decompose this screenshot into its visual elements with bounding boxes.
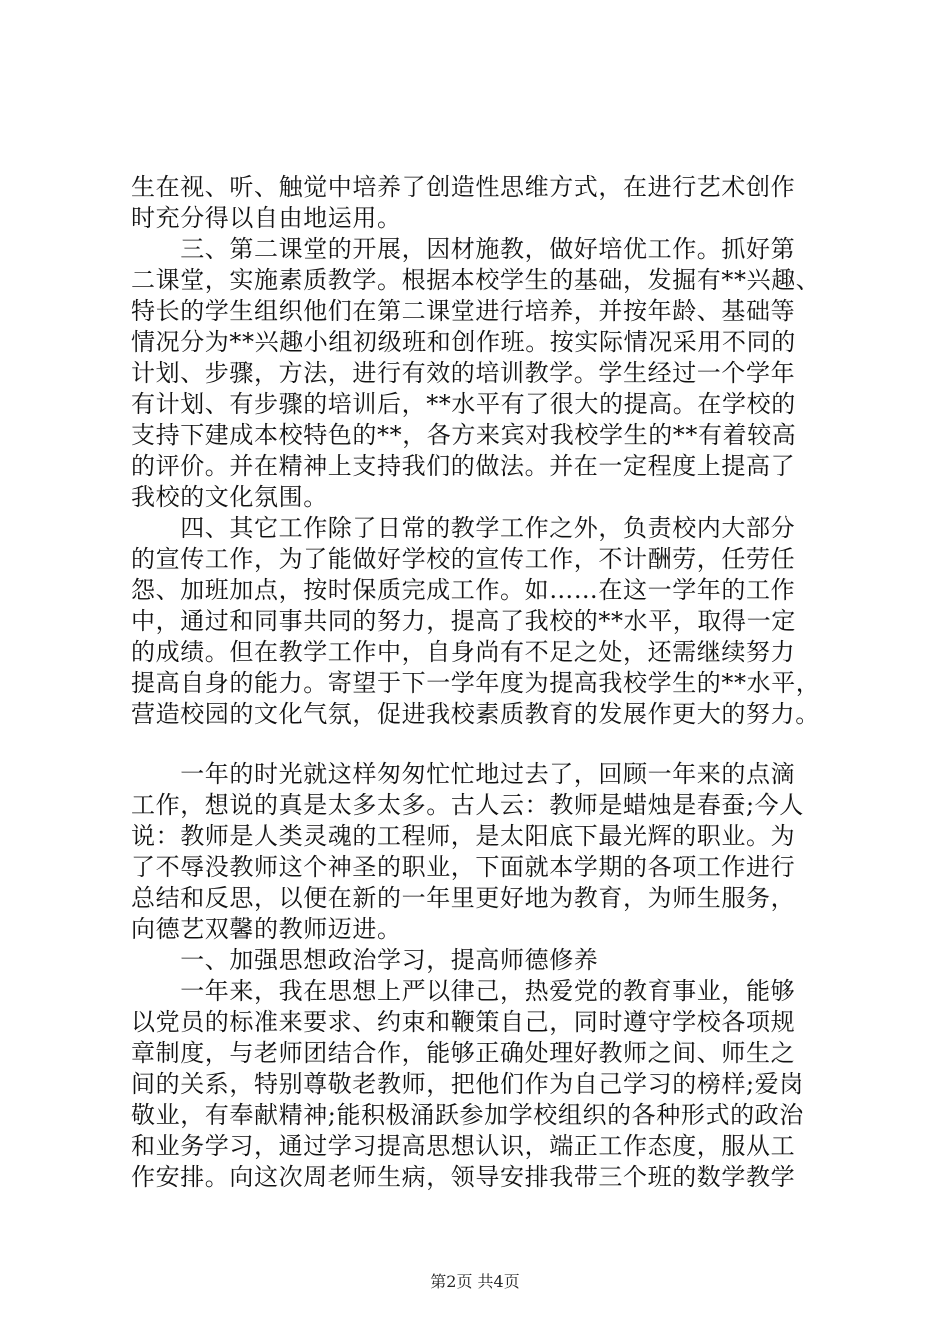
text-line: 计划、步骤，方法，进行有效的培训教学。学生经过一个学年 [131, 359, 796, 387]
text-line: 总结和反思，以便在新的一年里更好地为教育，为师生服务， [131, 884, 796, 912]
section-one-heading-line: 一、加强思想政治学习，提高师德修养 [131, 946, 599, 974]
text-line: 的评价。并在精神上支持我们的做法。并在一定程度上提高了 [131, 452, 796, 480]
text-line: 营造校园的文化气氛，促进我校素质教育的发展作更大的努力。 [131, 700, 820, 728]
text-line: 的宣传工作，为了能做好学校的宣传工作，不计酬劳，任劳任 [131, 545, 796, 573]
text-line: 怨、加班加点，按时保质完成工作。如……在这一学年的工作 [131, 576, 796, 604]
page-number-footer: 第2页 共4页 [430, 1272, 520, 1291]
text-line: 生在视、听、触觉中培养了创造性思维方式，在进行艺术创作 [131, 173, 796, 201]
text-line: 我校的文化氛围。 [131, 483, 328, 511]
text-line: 章制度，与老师团结合作，能够正确处理好教师之间、师生之 [131, 1039, 796, 1067]
text-line: 中，通过和同事共同的努力，提高了我校的**水平，取得一定 [131, 607, 796, 635]
paragraph-gap [131, 730, 831, 759]
text-line: 的成绩。但在教学工作中，自身尚有不足之处，还需继续努力 [131, 638, 796, 666]
text-line: 以党员的标准来要求、约束和鞭策自己，同时遵守学校各项规 [131, 1008, 796, 1036]
section-three-heading-line: 三、第二课堂的开展，因材施教，做好培优工作。抓好第 [131, 235, 796, 263]
text-line: 时充分得以自由地运用。 [131, 204, 402, 232]
text-line: 作安排。向这次周老师生病，领导安排我带三个班的数学教学 [131, 1163, 796, 1191]
text-line: 提高自身的能力。寄望于下一学年度为提高我校学生的**水平， [131, 669, 821, 697]
text-line: 情况分为**兴趣小组初级班和创作班。按实际情况采用不同的 [131, 328, 796, 356]
section-four-heading-line: 四、其它工作除了日常的教学工作之外，负责校内大部分 [131, 514, 796, 542]
text-line: 敬业，有奉献精神;能积极涌跃参加学校组织的各种形式的政治 [131, 1101, 804, 1129]
text-line: 了不辱没教师这个神圣的职业，下面就本学期的各项工作进行 [131, 853, 796, 881]
text-line: 说：教师是人类灵魂的工程师，是太阳底下最光辉的职业。为 [131, 822, 796, 850]
text-line: 一年来，我在思想上严以律己，热爱党的教育事业，能够 [131, 977, 796, 1005]
text-line: 向德艺双馨的教师迈进。 [131, 915, 402, 943]
text-line: 特长的学生组织他们在第二课堂进行培养，并按年龄、基础等 [131, 297, 796, 325]
text-line: 和业务学习，通过学习提高思想认识，端正工作态度，服从工 [131, 1132, 796, 1160]
document-body [131, 172, 831, 1193]
text-line: 一年的时光就这样匆匆忙忙地过去了，回顾一年来的点滴 [131, 760, 796, 788]
text-line: 支持下建成本校特色的**，各方来宾对我校学生的**有着较高 [131, 421, 797, 449]
text-line: 工作，想说的真是太多太多。古人云：教师是蜡烛是春蚕;今人 [131, 791, 804, 819]
text-line: 有计划、有步骤的培训后，**水平有了很大的提高。在学校的 [131, 390, 796, 418]
text-line: 间的关系，特别尊敬老教师，把他们作为自己学习的榜样;爱岗 [131, 1070, 804, 1098]
text-line: 二课堂，实施素质教学。根据本校学生的基础，发掘有**兴趣、 [131, 266, 821, 294]
